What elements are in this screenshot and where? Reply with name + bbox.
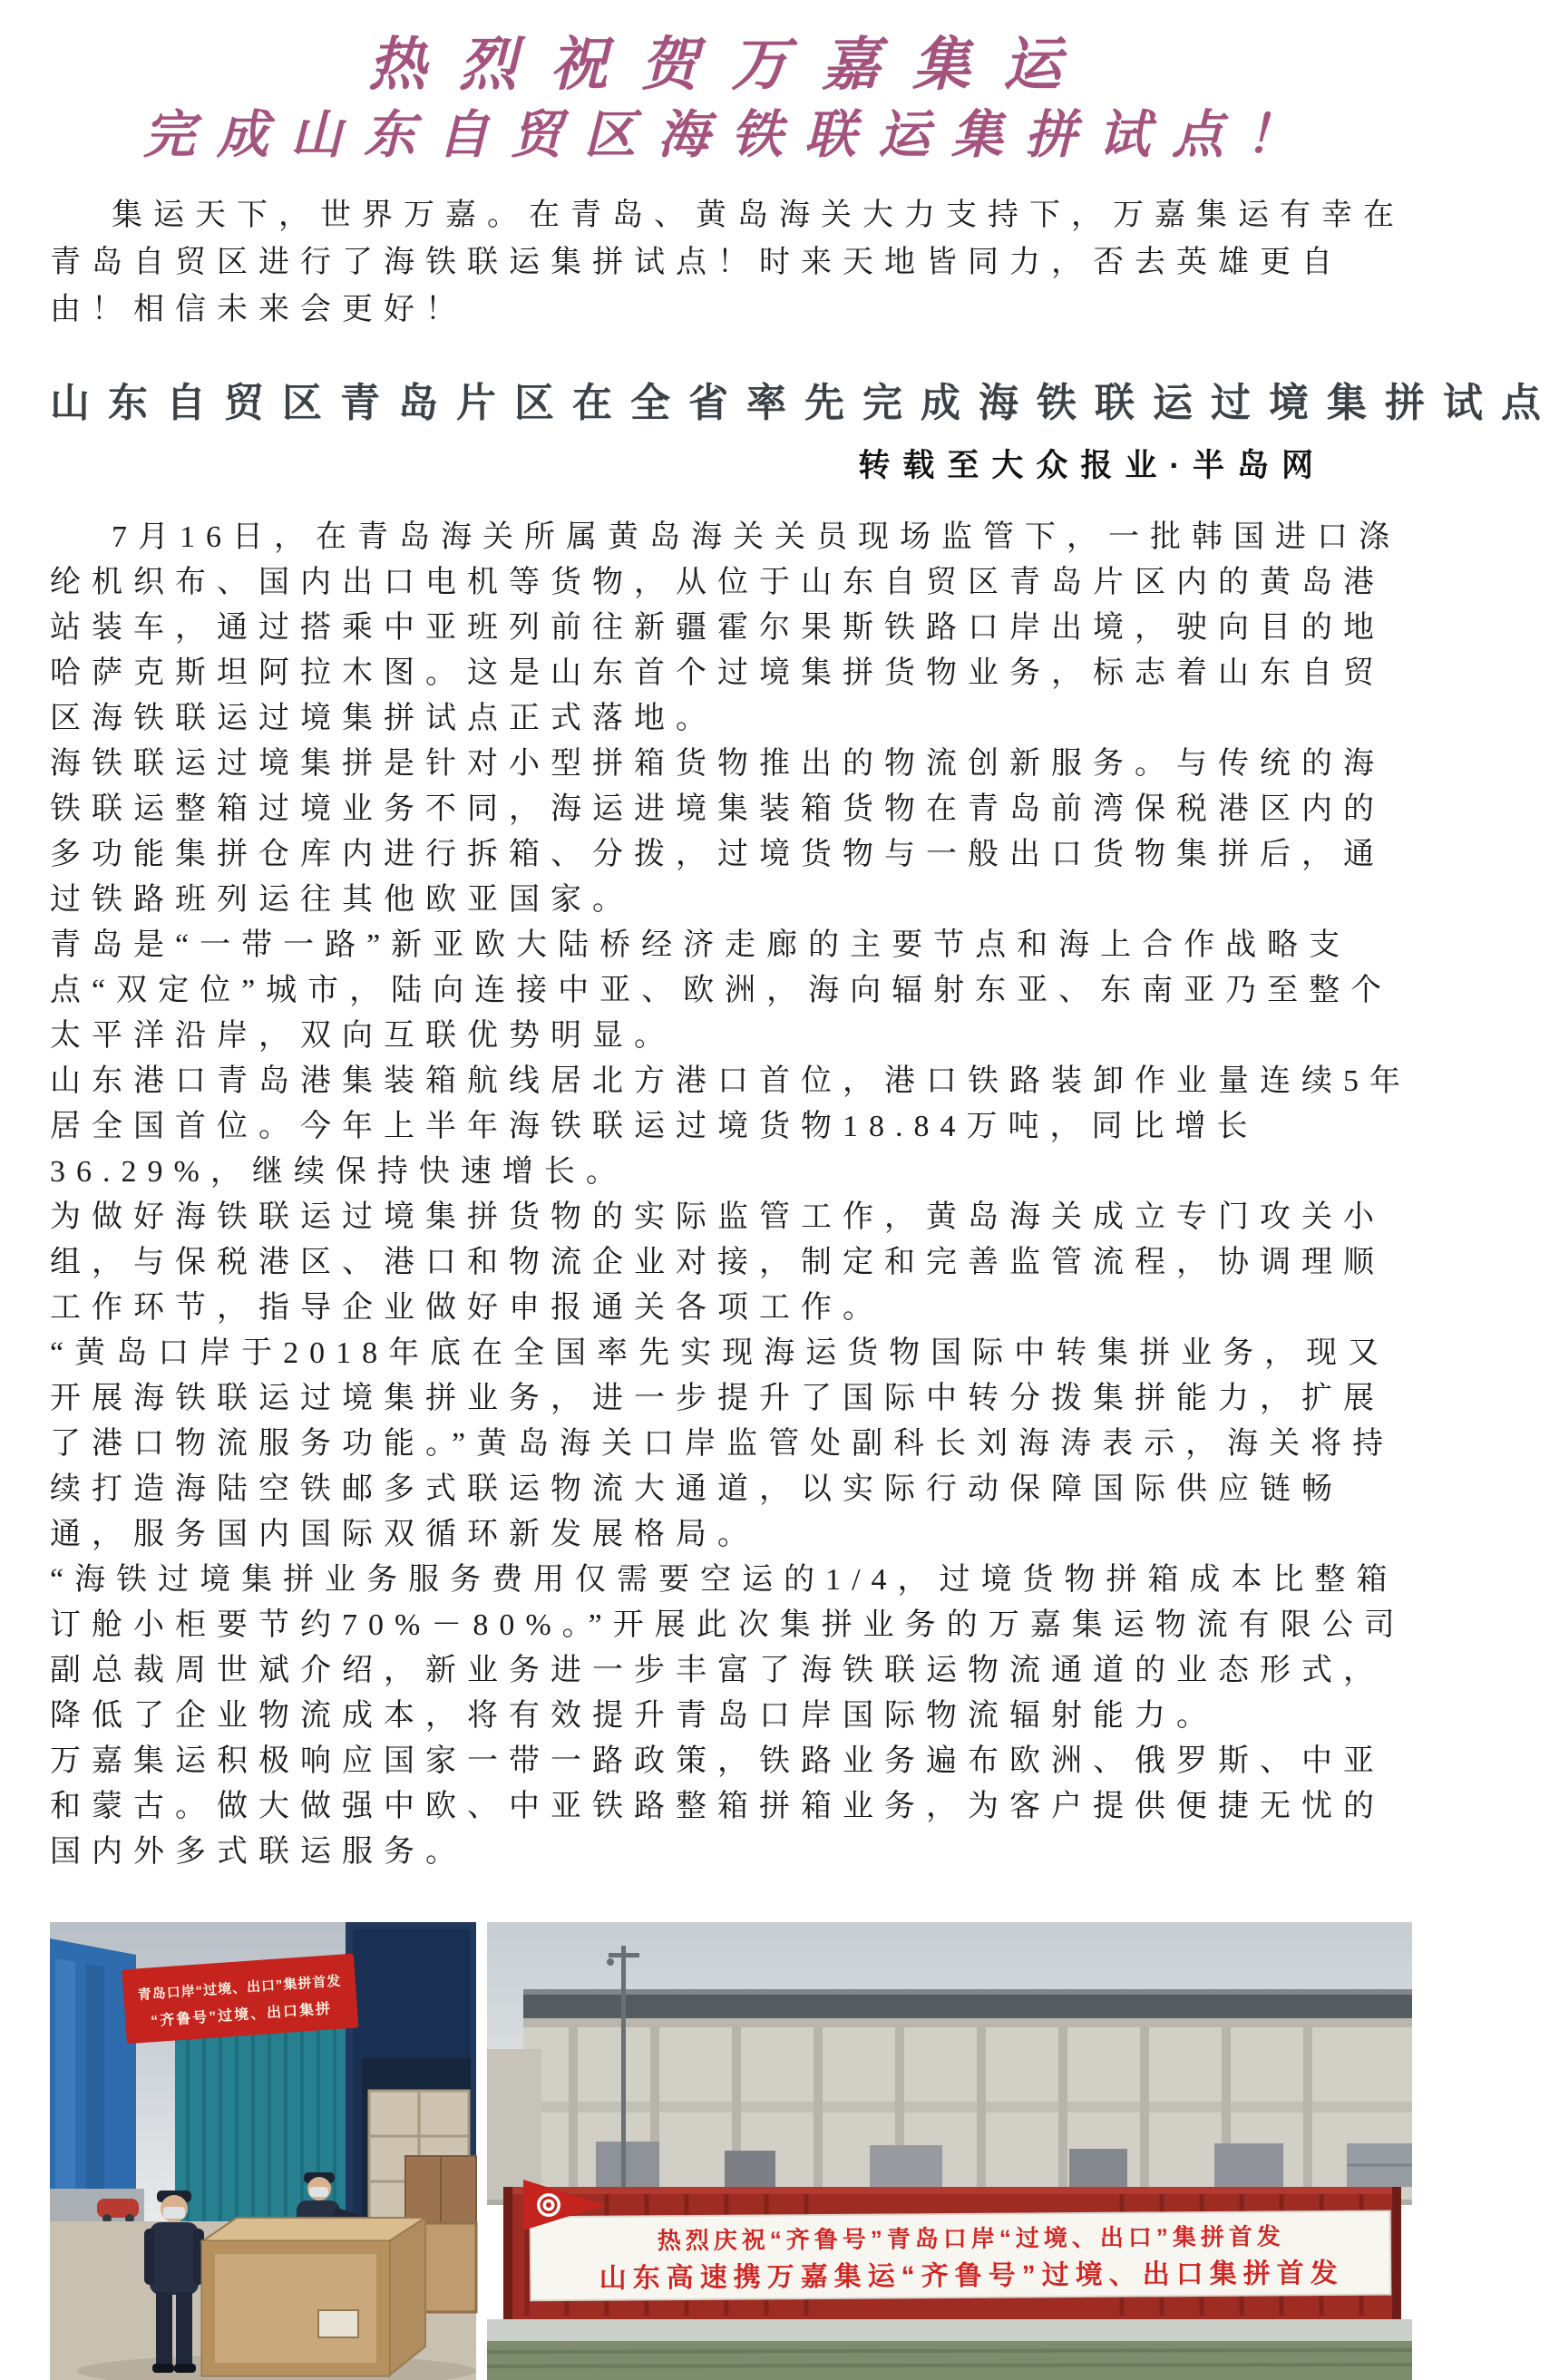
calligraphy-title-line2: 完成山东自贸区海铁联运集拼试点！ xyxy=(143,104,1319,165)
article-paragraph: 海铁联运过境集拼是针对小型拼箱货物推出的物流创新服务。与传统的海铁联运整箱过境业务不同，海运进境集装箱货物在青岛前湾保税港区内的多功能集拼仓库内进行拆箱、分拨，过境货物与一般出口货物集拼后，通过铁路班列运往其他欧亚国家。 xyxy=(50,747,1385,918)
concrete-strip xyxy=(487,2319,1412,2343)
article-paragraph: 青岛是“一带一路”新亚欧大陆桥经济走廊的主要节点和海上合作战略支点“双定位”城市，陆向连接中亚、欧洲，海向辐射东亚、东南亚乃至整个太平洋沿岸，双向互联优势明显。 xyxy=(50,928,1393,1054)
article-paragraph: “黄岛口岸于2018年底在全国率先实现海运货物国际中转集拼业务，现又开展海铁联运过境集拼业务，进一步提升了国际中转分拨集拼能力，扩展了港口物流服务功能。”黄岛海关口岸监管处副科长刘海涛表示，海关将持续打造海陆空铁邮多式联运物流大通道，以实际行动保障国际供应链畅通，服务国内国际双循环新发展格局。 xyxy=(50,1336,1395,1552)
photo-left-customs-inspection xyxy=(50,1922,476,2380)
article-paragraph: 山东港口青岛港集装箱航线居北方港口首位，港口铁路装卸作业量连续5年居全国首位。今年上半年海铁联运过境货物18.84万吨，同比增长36.29%，继续保持快速增长。 xyxy=(50,1064,1411,1190)
article-source: 转载至大众报业·半岛网 xyxy=(858,448,1326,484)
right-banner-text-line2: 山东高速携万嘉集运“齐鲁号”过境、出口集拼首发 xyxy=(599,2259,1344,2294)
cardboard-boxes xyxy=(405,2156,476,2223)
calligraphy-title-line1: 热烈祝贺万嘉集运 xyxy=(368,31,1094,99)
photo-row xyxy=(50,1922,1412,2380)
article-paragraph: 7月16日，在青岛海关所属黄岛海关关员现场监管下，一批韩国进口涤纶机织布、国内出口电机等货物，从位于山东自贸区青岛片区内的黄岛港站装车，通过搭乘中亚班列前往新疆霍尔果斯铁路口岸出境，驶向目的地哈萨克斯坦阿拉木图。这是山东首个过境集拼货物业务，标志着山东自贸区海铁联运过境集拼试点正式落地。 xyxy=(50,520,1400,736)
article-paragraph: 万嘉集运积极响应国家一带一路政策，铁路业务遍布欧洲、俄罗斯、中亚和蒙古。做大做强中欧、中亚铁路整箱拼箱业务，为客户提供便捷无忧的国内外多式联运服务。 xyxy=(50,1744,1385,1870)
article-paragraph: “海铁过境集拼业务服务费用仅需要空运的1/4，过境货物拼箱成本比整箱订舱小柜要节约70%－80%。”开展此次集拼业务的万嘉集运物流有限公司副总裁周世斌介绍，新业务进一步丰富了海铁联运物流通道的业态形式，降低了企业物流成本，将有效提升青岛口岸国际物流辐射能力。 xyxy=(50,1563,1406,1734)
wooden-crate xyxy=(202,2218,425,2375)
gray-pallet-stack xyxy=(1347,2143,1412,2187)
article-body xyxy=(50,515,1412,1875)
celebration-banner xyxy=(531,2211,1391,2301)
article-headline: 山东自贸区青岛片区在全省率先完成海铁联运过境集拼试点 xyxy=(50,381,1559,426)
left-banner-text-line1: 青岛口岸“过境、出口”集拼首发 xyxy=(137,1973,342,2004)
left-banner-text-line2: “齐鲁号”过境、出口集拼 xyxy=(150,2001,333,2030)
intro-paragraph: 集运天下，世界万嘉。在青岛、黄岛海关大力支持下，万嘉集运有幸在青岛自贸区进行了海铁联运集拼试点！时来天地皆同力，否去英雄更自由！相信未来会更好！ xyxy=(50,199,1405,327)
right-banner-text-line1: 热烈庆祝“齐鲁号”青岛口岸“过境、出口”集拼首发 xyxy=(657,2222,1285,2255)
photo-right-container-banner xyxy=(487,1922,1412,2380)
article-paragraph: 为做好海铁联运过境集拼货物的实际监管工作，黄岛海关成立专门攻关小组，与保税港区、港口和物流企业对接，制定和完善监管流程，协调理顺工作环节，指导企业做好申报通关各项工作。 xyxy=(50,1200,1385,1326)
grass-strip xyxy=(487,2341,1412,2380)
